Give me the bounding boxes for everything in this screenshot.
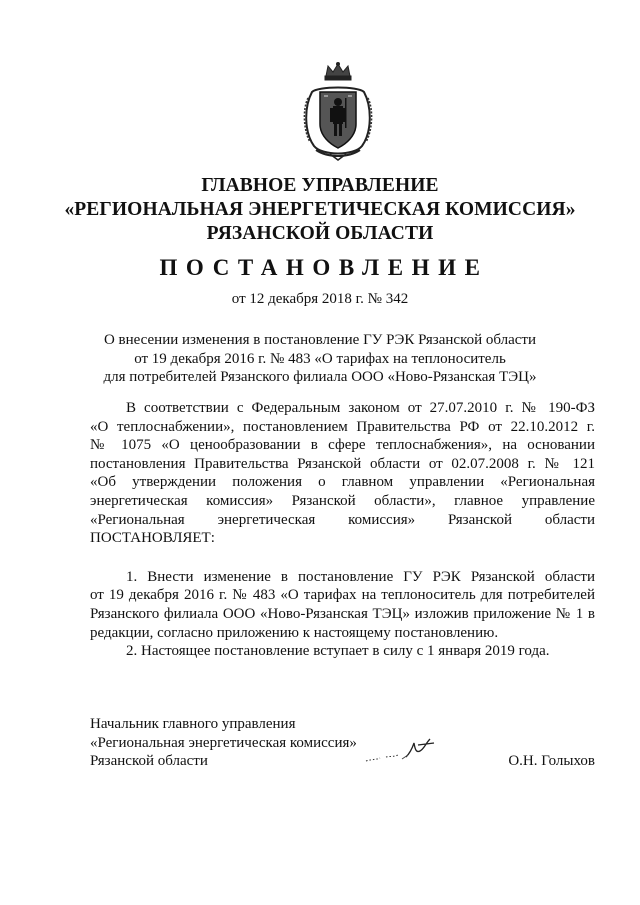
document-type-title: ПОСТАНОВЛЕНИЕ — [159, 255, 489, 280]
header-line-1: ГЛАВНОЕ УПРАВЛЕНИЕ — [201, 175, 439, 196]
header-line-2: «РЕГИОНАЛЬНАЯ ЭНЕРГЕТИЧЕСКАЯ КОМИССИЯ» — [64, 199, 576, 220]
handwritten-signature — [362, 731, 442, 771]
signer-position-line: Начальник главного управления — [90, 716, 296, 732]
item-line: 1. Внести изменение в постановление ГУ РЭК Рязанской области — [126, 568, 595, 585]
preamble-line: энергетическая комиссия» Рязанской области», главное управление — [90, 492, 595, 509]
preamble-line: № 1075 «О ценообразовании в сфере теплоснабжения», на основании — [90, 437, 595, 454]
coat-of-arms-icon — [300, 62, 376, 162]
signer-position-line: Рязанской области — [90, 753, 208, 769]
preamble-line: «О теплоснабжении», постановлением Правительства РФ от 22.10.2012 г. — [90, 418, 595, 435]
item-line: Рязанского филиала ООО «Ново-Рязанская ТЭЦ» изложив приложение № 1 в — [90, 605, 595, 622]
subject-line: для потребителей Рязанского филиала ООО «Ново-Рязанская ТЭЦ» — [103, 369, 537, 385]
preamble-line: постановления Правительства Рязанской области от 02.07.2008 г. № 121 — [90, 455, 595, 472]
preamble-line: В соответствии с Федеральным законом от 27.07.2010 г. № 190-ФЗ — [126, 400, 595, 416]
signature-block — [90, 715, 595, 771]
subject-line: от 19 декабря 2016 г. № 483 «О тарифах на теплоноситель — [134, 350, 506, 367]
subject-line: О внесении изменения в постановление ГУ РЭК Рязанской области — [103, 332, 537, 348]
header-line-3: РЯЗАНСКОЙ ОБЛАСТИ — [206, 223, 434, 244]
document-date-number: от 12 декабря 2018 г. № 342 — [231, 291, 409, 307]
document-body — [90, 399, 595, 661]
document-subject — [0, 331, 640, 387]
signer-name: О.Н. Голыхов — [508, 753, 595, 769]
item-line: редакции, согласно приложению к настоящему постановлению. — [90, 624, 499, 641]
item-line: от 19 декабря 2016 г. № 483 «О тарифах на теплоноситель для потребителей — [90, 587, 595, 604]
signer-position-line: «Региональная энергетическая комиссия» — [90, 734, 357, 751]
item-line: 2. Настоящее постановление вступает в силу с 1 января 2019 года. — [126, 643, 550, 660]
preamble-line: «Региональная энергетическая комиссия» Рязанской области — [90, 511, 595, 528]
issuing-authority-header — [0, 174, 640, 246]
preamble-paragraph — [90, 399, 595, 548]
preamble-line: «Об утверждении положения о главном управлении «Региональная — [90, 474, 595, 491]
resolution-items — [90, 568, 595, 661]
preamble-line: ПОСТАНОВЛЯЕТ: — [90, 530, 215, 547]
